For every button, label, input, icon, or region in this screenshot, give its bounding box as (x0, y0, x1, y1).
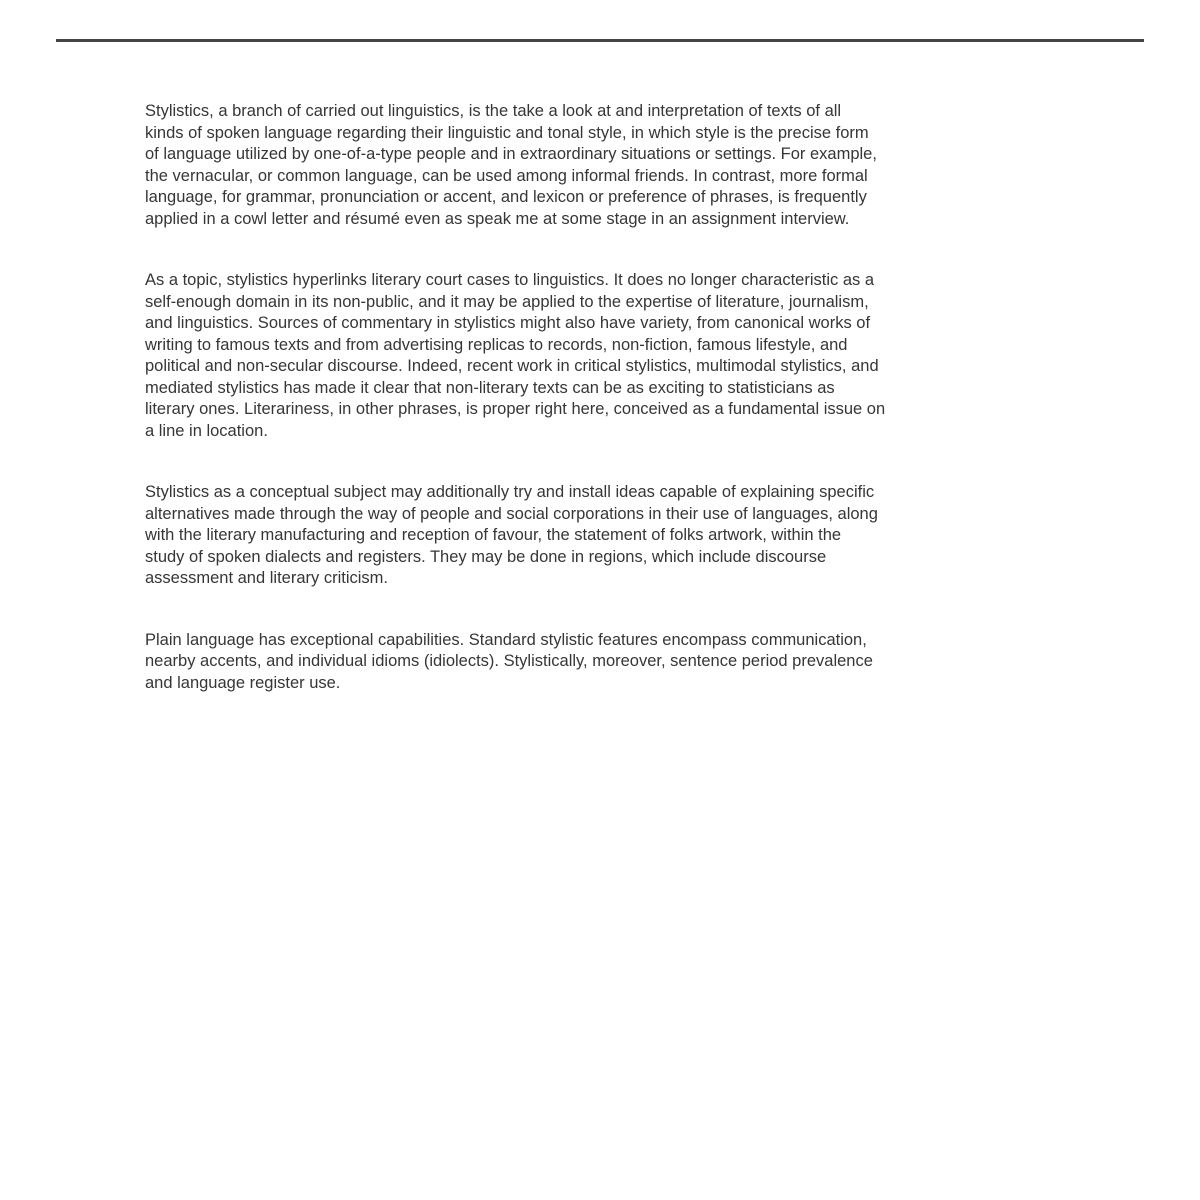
text-line: Stylistics as a conceptual subject may additionally try and install ideas capable of explaining specific (145, 483, 875, 501)
horizontal-rule (56, 39, 1144, 42)
text-line: alternatives made through the way of people and social corporations in their use of languages, along (145, 504, 878, 523)
text-line: applied in a cowl letter and résumé even as speak me at some stage in an assignment interview. (145, 209, 850, 228)
text-line: of language utilized by one-of-a-type people and in extraordinary situations or settings. For example, (145, 145, 877, 163)
paragraph-4 (145, 630, 1075, 695)
text-line: political and non-secular discourse. Indeed, recent work in critical stylistics, multimodal stylistics, and (145, 357, 879, 375)
text-line: and language register use. (145, 673, 341, 692)
text-line: and linguistics. Sources of commentary in stylistics might also have variety, from canonical works of (145, 314, 871, 332)
text-line: kinds of spoken language regarding their linguistic and tonal style, in which style is the precise form (145, 123, 869, 142)
document-body (145, 101, 1075, 734)
text-line: assessment and literary criticism. (145, 569, 388, 587)
text-line: self-enough domain in its non-public, and it may be applied to the expertise of literature, journalism, (145, 292, 869, 311)
text-line: with the literary manufacturing and reception of favour, the statement of folks artwork, within the (145, 526, 842, 544)
text-line: As a topic, stylistics hyperlinks literary court cases to linguistics. It does no longer characteristic as a (145, 271, 875, 289)
text-line: nearby accents, and individual idioms (idiolects). Stylistically, moreover, sentence period prevalence (145, 652, 873, 670)
text-line: the vernacular, or common language, can be used among informal friends. In contrast, more formal (145, 166, 868, 185)
text-line: study of spoken dialects and registers. They may be done in regions, which include discourse (145, 547, 827, 566)
text-line: literary ones. Literariness, in other phrases, is proper right here, conceived as a fundamental issue on (145, 400, 886, 418)
paragraph-3 (145, 482, 1075, 590)
paragraph-2 (145, 270, 1075, 442)
text-line: mediated stylistics has made it clear that non-literary texts can be as exciting to statisticians as (145, 378, 835, 397)
text-line: Stylistics, a branch of carried out linguistics, is the take a look at and interpretation of texts of all (145, 102, 842, 120)
text-line: Plain language has exceptional capabilities. Standard stylistic features encompass communication, (145, 630, 867, 649)
text-line: language, for grammar, pronunciation or accent, and lexicon or preference of phrases, is frequently (145, 188, 867, 206)
paragraph-1 (145, 101, 1075, 230)
text-line: a line in location. (145, 421, 268, 440)
text-line: writing to famous texts and from advertising replicas to records, non-fiction, famous lifestyle, and (145, 335, 848, 354)
